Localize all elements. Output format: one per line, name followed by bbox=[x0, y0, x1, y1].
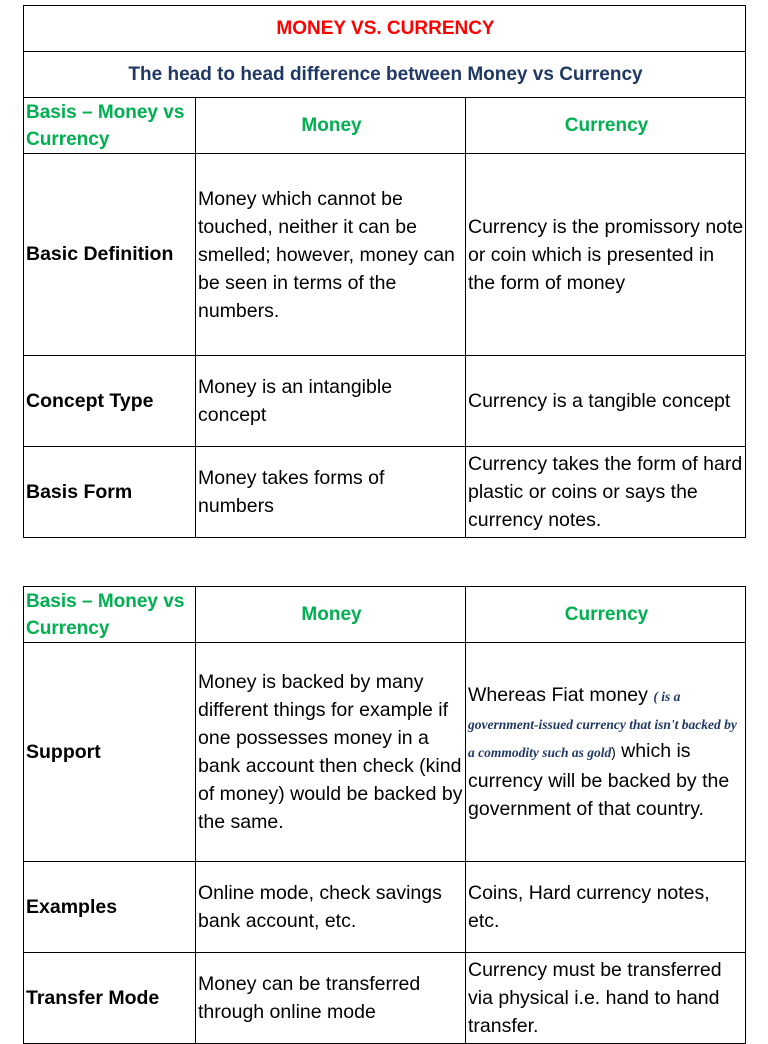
row-currency: Coins, Hard currency notes, etc. bbox=[466, 862, 746, 953]
header-currency: Currency bbox=[466, 98, 746, 154]
row-money: Money takes forms of numbers bbox=[196, 447, 466, 538]
row-basis: Examples bbox=[24, 862, 196, 953]
header-row bbox=[24, 98, 746, 154]
row-money: Money which cannot be touched, neither it can be smelled; however, money can be seen in terms of the numbers. bbox=[196, 154, 466, 356]
row-money: Money can be transferred through online mode bbox=[196, 953, 466, 1044]
row-basis: Support bbox=[24, 643, 196, 862]
row-currency: Currency takes the form of hard plastic or coins or says the currency notes. bbox=[466, 447, 746, 538]
row-money: Online mode, check savings bank account, etc. bbox=[196, 862, 466, 953]
row-basis: Transfer Mode bbox=[24, 953, 196, 1044]
table-subtitle: The head to head difference between Money vs Currency bbox=[24, 52, 746, 98]
table-row bbox=[24, 953, 746, 1044]
table-row bbox=[24, 154, 746, 356]
comparison-table-2 bbox=[23, 586, 746, 1044]
note-open-paren: ( bbox=[653, 689, 658, 704]
header-basis: Basis – Money vs Currency bbox=[24, 98, 196, 154]
table-row bbox=[24, 447, 746, 538]
row-basis: Basic Definition bbox=[24, 154, 196, 356]
table-title: MONEY VS. CURRENCY bbox=[24, 6, 746, 52]
header-money: Money bbox=[196, 587, 466, 643]
comparison-table-1 bbox=[23, 5, 746, 538]
header-currency: Currency bbox=[466, 587, 746, 643]
currency-text-post: which is currency will be backed by the government of that country. bbox=[468, 740, 730, 820]
header-basis: Basis – Money vs Currency bbox=[24, 587, 196, 643]
note-close-paren: ) bbox=[611, 745, 616, 760]
row-money: Money is backed by many different things for example if one possesses money in a bank account then check (kind of money) would be backed by the same. bbox=[196, 643, 466, 862]
header-row bbox=[24, 587, 746, 643]
row-currency: Currency is the promissory note or coin which is presented in the form of money bbox=[466, 154, 746, 356]
table-row bbox=[24, 643, 746, 862]
header-money: Money bbox=[196, 98, 466, 154]
row-basis: Basis Form bbox=[24, 447, 196, 538]
row-money: Money is an intangible concept bbox=[196, 356, 466, 447]
table-row bbox=[24, 862, 746, 953]
table-row bbox=[24, 356, 746, 447]
row-basis: Concept Type bbox=[24, 356, 196, 447]
row-currency bbox=[466, 643, 746, 862]
row-currency: Currency is a tangible concept bbox=[466, 356, 746, 447]
row-currency: Currency must be transferred via physical i.e. hand to hand transfer. bbox=[466, 953, 746, 1044]
fiat-money-note: is a government-issued currency that isn't backed by a commodity such as gold bbox=[468, 689, 737, 760]
currency-text-pre: Whereas Fiat money bbox=[468, 684, 654, 706]
